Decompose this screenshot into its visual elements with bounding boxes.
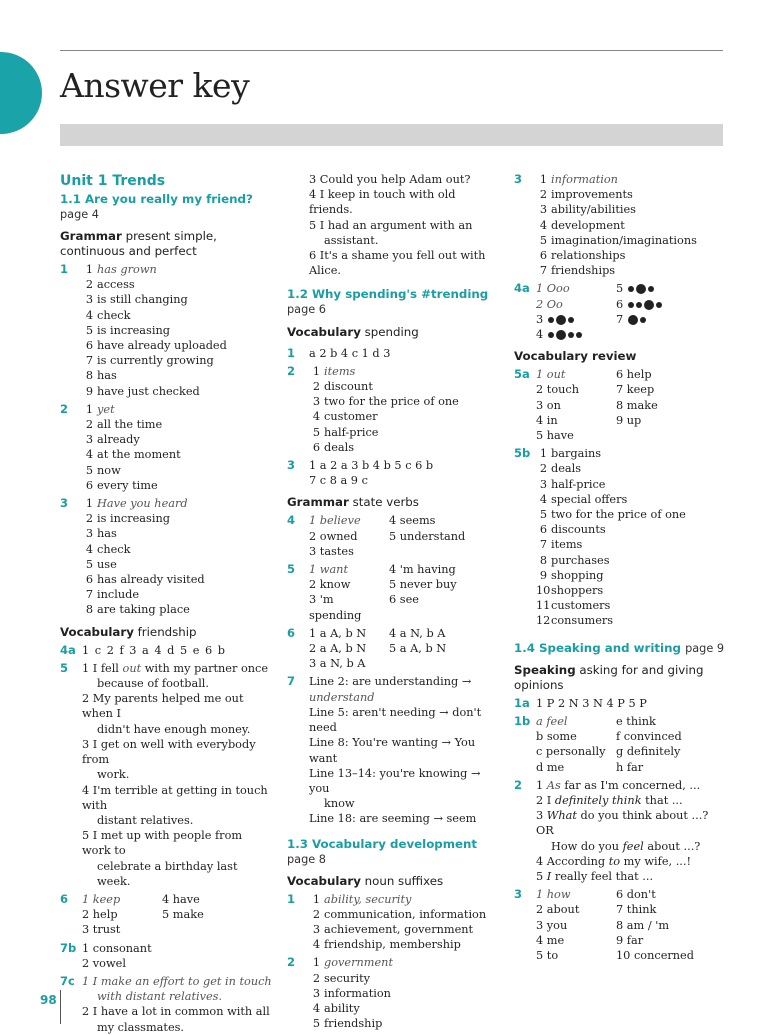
section-page: page 6 bbox=[287, 303, 326, 317]
answer: 1 how bbox=[536, 888, 571, 902]
page-title: Answer key bbox=[60, 66, 250, 105]
answer: friendship, membership bbox=[324, 938, 461, 952]
section-page: page 8 bbox=[287, 852, 326, 866]
exercise-number: 6 bbox=[60, 891, 69, 906]
answer: 10 concerned bbox=[616, 948, 694, 962]
answer: Line 18: are seeming → seem bbox=[309, 812, 477, 826]
exercise bbox=[514, 696, 728, 711]
answer: 1 c 2 f 3 a 4 d 5 e 6 b bbox=[82, 643, 226, 657]
answer: with my partner once bbox=[141, 661, 269, 675]
exercise-list bbox=[309, 458, 501, 488]
answer: 4 a N, b A bbox=[389, 626, 446, 640]
dot-small-icon bbox=[548, 332, 554, 338]
answer: purchases bbox=[551, 553, 610, 567]
decorative-circle bbox=[0, 52, 42, 134]
exercise-list bbox=[82, 661, 274, 889]
answer: discounts bbox=[551, 523, 606, 537]
section-title: 1.1 Are you really my friend? bbox=[60, 192, 253, 206]
answer: half-price bbox=[324, 425, 379, 439]
exercise bbox=[60, 262, 274, 399]
answer: 3 on bbox=[536, 398, 561, 412]
answer: out bbox=[122, 661, 142, 675]
exercise-list bbox=[82, 892, 274, 938]
exercise bbox=[287, 458, 501, 488]
answer: have already uploaded bbox=[97, 339, 227, 353]
sub-bold: Speaking bbox=[514, 662, 576, 677]
exercise bbox=[287, 955, 501, 1031]
exercise-number: 5a bbox=[514, 367, 530, 382]
answer: shopping bbox=[551, 568, 604, 582]
answer: my wife, ...! bbox=[620, 854, 692, 868]
dot-small-icon bbox=[568, 332, 574, 338]
answer: assistant. bbox=[324, 233, 379, 247]
answer: 2 know bbox=[309, 578, 351, 592]
answer: ability, security bbox=[324, 892, 412, 906]
dot-small-icon bbox=[648, 286, 654, 292]
answer: 2 a A, b N bbox=[309, 642, 367, 656]
exercise-number: 1b bbox=[514, 713, 531, 728]
exercise-list bbox=[536, 887, 728, 963]
answer: 2 My parents helped me out when I bbox=[82, 692, 244, 721]
answer: How do you bbox=[551, 839, 623, 853]
answer: 4 I'm terrible at getting in touch with bbox=[82, 783, 268, 812]
speaking-heading bbox=[514, 663, 728, 693]
exercise-number: 4a bbox=[514, 281, 530, 296]
column-3 bbox=[514, 172, 728, 963]
answer: understand bbox=[309, 690, 375, 704]
exercise-list: 1 yet 2 all the time 3 already 4 at the moment 5 now 6 every time bbox=[82, 402, 274, 493]
exercise bbox=[514, 281, 728, 342]
dot-large-icon bbox=[628, 315, 638, 325]
answer: 5 never buy bbox=[389, 578, 457, 592]
sub-rest: state verbs bbox=[352, 495, 419, 510]
exercise-number: 4a bbox=[60, 642, 76, 657]
dot-large-icon bbox=[644, 300, 654, 310]
exercise-number: 5 bbox=[287, 562, 296, 577]
exercise bbox=[514, 172, 728, 278]
answer: 5 to bbox=[536, 948, 559, 962]
sub-rest: asking for and giving opinions bbox=[514, 662, 704, 692]
exercise-list: 1 items 2 discount 3 two for the price of one 4 customer 5 half-price 6 deals bbox=[309, 364, 501, 455]
answer: g definitely bbox=[616, 745, 681, 759]
answer: far as I'm concerned, ... bbox=[560, 778, 701, 792]
answer: 1 Ooo bbox=[536, 282, 570, 296]
answer: 5 understand bbox=[389, 529, 466, 543]
exercise-number: 6 bbox=[287, 625, 296, 640]
exercise bbox=[60, 643, 274, 658]
exercise-list bbox=[309, 513, 501, 559]
answer: 6 don't bbox=[616, 888, 656, 902]
answer: my classmates. bbox=[97, 1020, 185, 1034]
answer: 3 trust bbox=[82, 923, 121, 937]
exercise-number: 1 bbox=[287, 345, 296, 360]
answer: Line 5: aren't needing → don't need bbox=[309, 705, 482, 735]
answer: 2 about bbox=[536, 903, 580, 917]
exercise-number: 5b bbox=[514, 446, 531, 461]
answer: relationships bbox=[551, 249, 626, 263]
answer: 2 I bbox=[536, 793, 555, 807]
vocabulary-heading bbox=[287, 325, 501, 340]
answer: 5 bbox=[616, 282, 624, 296]
answer: 1 believe bbox=[309, 514, 361, 528]
answer: has already visited bbox=[97, 573, 205, 587]
answer: 6 bbox=[616, 297, 624, 311]
answer: access bbox=[97, 278, 135, 292]
answer: imagination/imaginations bbox=[551, 233, 697, 247]
exercise bbox=[287, 513, 501, 559]
answer: improvements bbox=[551, 188, 633, 202]
answer: 3 bbox=[536, 312, 544, 326]
answer: 5 make bbox=[162, 908, 204, 922]
dot-small-icon bbox=[636, 302, 642, 308]
answer: do you think about ...? OR bbox=[536, 809, 709, 838]
exercise-list bbox=[536, 367, 728, 443]
section-page: page 9 bbox=[685, 641, 725, 655]
page-divider bbox=[60, 990, 61, 1024]
answer: f convinced bbox=[616, 730, 682, 744]
answer: didn't have enough money. bbox=[97, 722, 251, 736]
answer: feel bbox=[622, 839, 644, 853]
grammar-heading bbox=[287, 495, 501, 510]
exercise bbox=[60, 974, 274, 1035]
section-heading bbox=[514, 641, 728, 656]
exercise bbox=[60, 661, 274, 889]
answer: 3 tastes bbox=[309, 544, 354, 558]
answer: 2 touch bbox=[536, 383, 579, 397]
exercise bbox=[287, 892, 501, 953]
exercise-number: 2 bbox=[514, 777, 523, 792]
column-2 bbox=[287, 172, 501, 1031]
exercise-list: 1 has grown 2 access 3 is still changing 4 check 5 is increasing 6 have already uploaded 7 is currently growing 8 has 9 have just checked bbox=[82, 262, 274, 399]
answer: that ... bbox=[641, 793, 683, 807]
exercise-list: 1 information 2 improvements 3 ability/abilities 4 development 5 imagination/imaginations 6 relationships 7 friendships bbox=[536, 172, 728, 278]
answer: two for the price of one bbox=[324, 395, 459, 409]
answer: 4 in bbox=[536, 413, 558, 427]
answer: is currently growing bbox=[97, 354, 214, 368]
exercise bbox=[514, 446, 728, 628]
answer: 3 a N, b A bbox=[309, 657, 366, 671]
answer: 7 think bbox=[616, 903, 657, 917]
exercise-number: 5 bbox=[60, 660, 69, 675]
exercise-list bbox=[287, 172, 501, 278]
section-heading bbox=[60, 192, 274, 222]
section-title: 1.3 Vocabulary development bbox=[287, 836, 478, 851]
exercise bbox=[60, 496, 274, 618]
answer: customer bbox=[324, 410, 378, 424]
answer: have just checked bbox=[97, 384, 200, 398]
answer: 1 a 2 a 3 b 4 b 5 c 6 b bbox=[309, 459, 434, 473]
dot-small-icon bbox=[548, 317, 554, 323]
answer: friendship bbox=[324, 1017, 383, 1031]
exercise bbox=[514, 367, 728, 443]
answer: definitely think bbox=[554, 793, 642, 807]
dot-small-icon bbox=[576, 332, 582, 338]
exercise-number: 1 bbox=[60, 262, 69, 276]
answer: 7 bbox=[616, 312, 624, 326]
answer: deals bbox=[324, 440, 355, 454]
answer: 4 me bbox=[536, 933, 565, 947]
exercise-number: 4 bbox=[287, 513, 296, 528]
answer: is increasing bbox=[97, 512, 170, 526]
exercise-list bbox=[82, 974, 274, 1035]
answer: discount bbox=[324, 380, 373, 394]
answer: Have you heard bbox=[97, 497, 188, 511]
dot-large-icon bbox=[636, 284, 646, 294]
answer: 8 am / 'm bbox=[616, 918, 670, 932]
dot-small-icon bbox=[628, 286, 634, 292]
answer: yet bbox=[97, 402, 115, 416]
exercise bbox=[287, 562, 501, 623]
answer: 5 I met up with people from work to bbox=[82, 829, 243, 858]
answer: 4 'm having bbox=[389, 563, 456, 577]
section-title: 1.2 Why spending's #trending bbox=[287, 287, 489, 302]
sub-bold: Vocabulary bbox=[60, 624, 134, 639]
sub-rest: present simple, continuous and perfect bbox=[60, 229, 217, 258]
exercise-list bbox=[536, 714, 728, 775]
answer: use bbox=[97, 557, 117, 571]
answer: I bbox=[546, 869, 552, 883]
exercise-list bbox=[536, 778, 728, 884]
answer: 5 I had an argument with an bbox=[309, 218, 473, 232]
answer: 5 bbox=[536, 869, 547, 883]
dot-small-icon bbox=[568, 317, 574, 323]
exercise-list: 1 bargains 2 deals 3 half-price 4 special offers 5 two for the price of one 6 discounts 7 items 8 purchases 9 shopping 10 shoppers 11 customers 12 consumers bbox=[536, 446, 728, 628]
answer: every time bbox=[97, 478, 158, 492]
answer: know bbox=[324, 797, 355, 811]
answer: As bbox=[546, 778, 561, 792]
sub-bold: Grammar bbox=[60, 229, 122, 243]
answer: 1 P 2 N 3 N 4 P 5 P bbox=[536, 696, 647, 710]
exercise-number: 3 bbox=[514, 172, 523, 186]
sub-bold: Vocabulary review bbox=[514, 349, 637, 364]
answer: 2 help bbox=[82, 908, 118, 922]
answer: friendships bbox=[551, 264, 616, 278]
answer: 4 According bbox=[536, 854, 609, 868]
answer: e think bbox=[616, 714, 656, 728]
answer: 5 have bbox=[536, 429, 574, 443]
answer: Line 2: are understanding → bbox=[309, 675, 472, 689]
answer: information bbox=[324, 986, 391, 1000]
sub-rest: spending bbox=[364, 324, 419, 339]
answer: 1 bbox=[536, 778, 547, 792]
exercise bbox=[514, 887, 728, 963]
answer: bargains bbox=[551, 447, 602, 461]
answer: 1 I fell bbox=[82, 661, 123, 675]
answer: check bbox=[97, 308, 131, 322]
section-page: page 4 bbox=[60, 208, 99, 221]
answer: 1 keep bbox=[82, 892, 121, 906]
dot-small-icon bbox=[640, 317, 646, 323]
exercise-list: 1 government 2 security 3 information 4 ability 5 friendship bbox=[309, 955, 501, 1031]
answer: customers bbox=[551, 599, 611, 613]
stress-patterns bbox=[536, 281, 728, 342]
answer: 1 want bbox=[309, 563, 348, 577]
answer: 3 Could you help Adam out? bbox=[309, 173, 471, 186]
exercise-number: 1 bbox=[287, 891, 296, 906]
answer: 3 I get on well with everybody from bbox=[82, 737, 256, 767]
unit-heading: Unit 1 Trends bbox=[60, 173, 166, 189]
answer: 5 a A, b N bbox=[389, 642, 447, 656]
answer: 3 you bbox=[536, 918, 568, 932]
answer: 9 far bbox=[616, 933, 644, 947]
exercise bbox=[287, 364, 501, 455]
answer: include bbox=[97, 588, 140, 602]
column-1 bbox=[60, 172, 274, 1035]
answer: 6 see bbox=[389, 593, 419, 607]
sub-bold: Vocabulary bbox=[287, 873, 361, 888]
dot-large-icon bbox=[556, 315, 566, 325]
answer: 6 It's a shame you fell out with Alice. bbox=[309, 249, 486, 278]
exercise bbox=[287, 674, 501, 826]
answer: work. bbox=[97, 768, 130, 782]
top-rule bbox=[60, 50, 723, 51]
dot-small-icon bbox=[656, 302, 662, 308]
exercise-number: 2 bbox=[60, 401, 69, 416]
exercise bbox=[514, 714, 728, 775]
answer: 2 vowel bbox=[82, 956, 126, 970]
answer: d me bbox=[536, 760, 565, 774]
answer: special offers bbox=[551, 492, 628, 506]
answer: What bbox=[546, 809, 577, 823]
answer: because of football. bbox=[97, 677, 210, 691]
answer: has grown bbox=[97, 263, 157, 276]
answer: distant relatives. bbox=[97, 813, 194, 827]
exercise-number: 7c bbox=[60, 973, 75, 988]
answer: items bbox=[324, 364, 356, 378]
answer: 4 I keep in touch with old friends. bbox=[309, 188, 456, 217]
answer: is increasing bbox=[97, 323, 170, 337]
exercise-list bbox=[309, 626, 501, 672]
exercise-number: 7b bbox=[60, 940, 77, 955]
section-title: 1.4 Speaking and writing bbox=[514, 640, 681, 655]
answer: ability bbox=[324, 1001, 360, 1015]
exercise-number: 3 bbox=[287, 458, 296, 473]
vocabulary-heading bbox=[287, 874, 501, 889]
answer: h far bbox=[616, 760, 644, 774]
answer: 4 bbox=[536, 328, 544, 342]
answer: 1 I make an effort to get in touch bbox=[82, 974, 272, 988]
answer: with distant relatives. bbox=[97, 990, 223, 1004]
exercise bbox=[287, 626, 501, 672]
answer: security bbox=[324, 971, 371, 985]
answer: two for the price of one bbox=[551, 508, 686, 522]
answer: c personally bbox=[536, 745, 606, 759]
section-heading bbox=[287, 287, 501, 302]
section-heading bbox=[287, 837, 501, 867]
answer: about ...? bbox=[643, 839, 701, 853]
answer: development bbox=[551, 218, 625, 232]
answer: 7 keep bbox=[616, 383, 655, 397]
answer: 4 seems bbox=[389, 514, 436, 528]
sub-rest: noun suffixes bbox=[364, 873, 444, 888]
answer: check bbox=[97, 542, 131, 556]
exercise-number: 1a bbox=[514, 695, 530, 710]
grammar-heading bbox=[60, 229, 274, 259]
exercise bbox=[514, 778, 728, 884]
answer: b some bbox=[536, 730, 577, 744]
vocabulary-heading bbox=[60, 625, 274, 640]
answer: is still changing bbox=[97, 293, 188, 307]
answer: 2 I have a lot in common with all bbox=[82, 1005, 270, 1019]
answer: shoppers bbox=[551, 584, 604, 598]
answer: 1 a A, b N bbox=[309, 626, 367, 640]
answer: 2 owned bbox=[309, 529, 358, 543]
answer: 8 make bbox=[616, 398, 658, 412]
answer: 1 out bbox=[536, 368, 566, 382]
page-number: 98 bbox=[40, 993, 57, 1007]
answer: 6 help bbox=[616, 368, 652, 382]
exercise-list bbox=[309, 674, 501, 826]
sub-rest: friendship bbox=[137, 624, 197, 639]
exercise-number: 2 bbox=[287, 363, 296, 378]
sub-bold: Grammar bbox=[287, 495, 349, 510]
answer: a 2 b 4 c 1 d 3 bbox=[309, 346, 391, 360]
answer: 2 Oo bbox=[536, 297, 563, 311]
answer: government bbox=[324, 956, 393, 970]
answer: deals bbox=[551, 462, 582, 476]
answer: has bbox=[97, 369, 117, 383]
exercise-list: 1 Have you heard 2 is increasing 3 has 4 check 5 use 6 has already visited 7 include 8 are taking place bbox=[82, 496, 274, 618]
answer: now bbox=[97, 463, 121, 477]
exercise bbox=[60, 941, 274, 971]
dot-large-icon bbox=[556, 330, 566, 340]
vocabulary-review-heading bbox=[514, 349, 728, 364]
answer: 3 bbox=[536, 809, 547, 823]
exercise bbox=[287, 346, 501, 361]
header-bar bbox=[60, 124, 723, 146]
answer: information bbox=[551, 173, 618, 186]
answer: 7 c 8 a 9 c bbox=[309, 474, 368, 488]
exercise-list bbox=[82, 941, 274, 971]
exercise-number: 3 bbox=[60, 496, 69, 511]
answer: to bbox=[608, 854, 621, 868]
exercise-number: 3 bbox=[514, 887, 523, 902]
answer: all the time bbox=[97, 418, 163, 432]
answer: 1 consonant bbox=[82, 941, 152, 955]
answer: already bbox=[97, 433, 140, 447]
answer: 4 have bbox=[162, 892, 200, 906]
answer: items bbox=[551, 538, 583, 552]
answer: really feel that ... bbox=[551, 869, 654, 883]
exercise-number: 2 bbox=[287, 955, 296, 970]
answer: ability/abilities bbox=[551, 203, 636, 217]
answer: 3 'm spending bbox=[309, 593, 362, 622]
answer: achievement, government bbox=[324, 922, 474, 936]
exercise-list bbox=[309, 562, 501, 623]
exercise-list: 1 ability, security 2 communication, information 3 achievement, government 4 friendship, membership bbox=[309, 892, 501, 953]
answer: consumers bbox=[551, 614, 614, 628]
answer: 9 up bbox=[616, 413, 642, 427]
exercise-number: 7 bbox=[287, 674, 296, 689]
answer: a feel bbox=[536, 714, 568, 728]
answer: has bbox=[97, 527, 117, 541]
answer: half-price bbox=[551, 477, 606, 491]
answer: are taking place bbox=[97, 603, 190, 617]
sub-bold: Vocabulary bbox=[287, 324, 361, 339]
answer: Line 8: You're wanting → You want bbox=[309, 736, 476, 765]
exercise bbox=[60, 892, 274, 938]
answer: at the moment bbox=[97, 448, 181, 462]
dot-small-icon bbox=[628, 302, 634, 308]
answer: Line 13–14: you're knowing → you bbox=[309, 766, 481, 795]
answer: communication, information bbox=[324, 907, 487, 921]
answer: celebrate a birthday last week. bbox=[97, 859, 238, 888]
exercise bbox=[60, 402, 274, 493]
